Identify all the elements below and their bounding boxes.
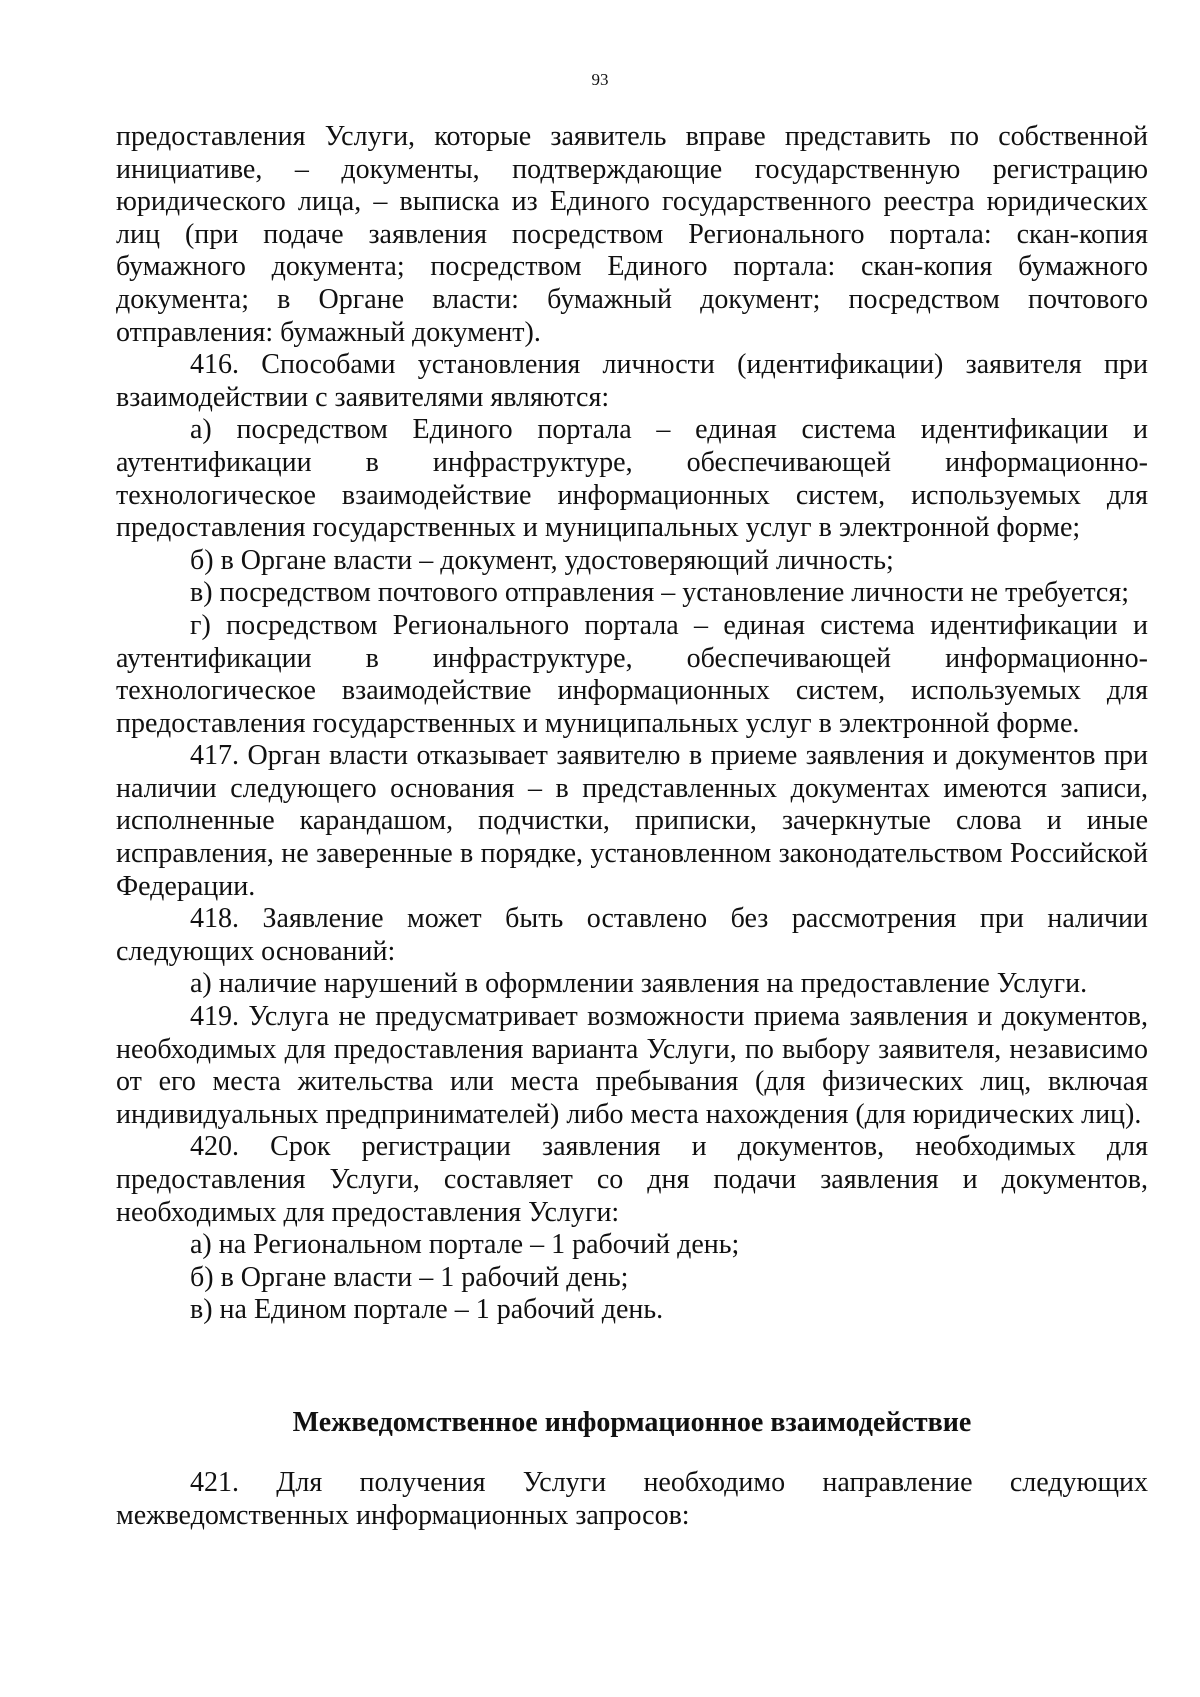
paragraph-420: 420. Срок регистрации заявления и документов, необходимых для предоставления Услуги, составляет со дня подачи заявления и документов, необходимых для предоставления Услуги: xyxy=(116,1131,1148,1228)
section-heading: Межведомственное информационное взаимодействие xyxy=(292,1407,972,1438)
paragraph-421: 421. Для получения Услуги необходимо направление следующих межведомственных информационных запросов: xyxy=(116,1467,1148,1531)
paragraph-419: 419. Услуга не предусматривает возможности приема заявления и документов, необходимых для предоставления варианта Услуги, по выбору заявителя, независимо от его места жительства или места пребывания (для физических лиц, включая индивидуальных предпринимателей) либо места нахождения (для юридических лиц). xyxy=(116,1001,1148,1130)
list-item-416-b: б) в Органе власти – документ, удостоверяющий личность; xyxy=(190,544,894,576)
paragraph-continuation: предоставления Услуги, которые заявитель вправе представить по собственной инициативе, – документы, подтверждающие государственную регистрацию юридического лица, – выписка из Единого государственного реестра юридических лиц (при подаче заявления посредством Регионального портала: скан-копия бумажного документа; посредством Единого портала: скан-копия бумажного документа; в Органе власти: бумажный документ; посредством почтового отправления: бумажный документ). xyxy=(116,121,1148,348)
list-item-416-v: в) посредством почтового отправления – установление личности не требуется; xyxy=(190,577,1129,609)
paragraph-417: 417. Орган власти отказывает заявителю в приеме заявления и документов при наличии следующего основания – в представленных документах имеются записи, исполненные карандашом, подчистки, приписки, зачеркнутые слова и иные исправления, не заверенные в порядке, установленном законодательством Российской Федерации. xyxy=(116,740,1148,902)
list-item-416-a: а) посредством Единого портала – единая система идентификации и аутентификации в инфраструктуре, обеспечивающей информационно-технологическое взаимодействие информационных систем, используемых для предоставления государственных и муниципальных услуг в электронной форме; xyxy=(116,414,1148,544)
list-item-420-b: б) в Органе власти – 1 рабочий день; xyxy=(190,1261,629,1293)
paragraph-416: 416. Способами установления личности (идентификации) заявителя при взаимодействии с заявителями являются: xyxy=(116,349,1148,413)
paragraph-418: 418. Заявление может быть оставлено без рассмотрения при наличии следующих оснований: xyxy=(116,903,1148,967)
list-item-420-v: в) на Едином портале – 1 рабочий день. xyxy=(190,1294,664,1326)
list-item-416-g: г) посредством Регионального портала – единая система идентификации и аутентификации в инфраструктуре, обеспечивающей информационно-технологическое взаимодействие информационных систем, используемых для предоставления государственных и муниципальных услуг в электронной форме. xyxy=(116,609,1148,739)
section-body xyxy=(116,1467,1148,1532)
list-item-420-a: а) на Региональном портале – 1 рабочий день; xyxy=(190,1229,740,1261)
page-number: 93 xyxy=(591,70,609,89)
list-item-418-a: а) наличие нарушений в оформлении заявления на предоставление Услуги. xyxy=(190,968,1088,1000)
document-body xyxy=(116,121,1148,1327)
